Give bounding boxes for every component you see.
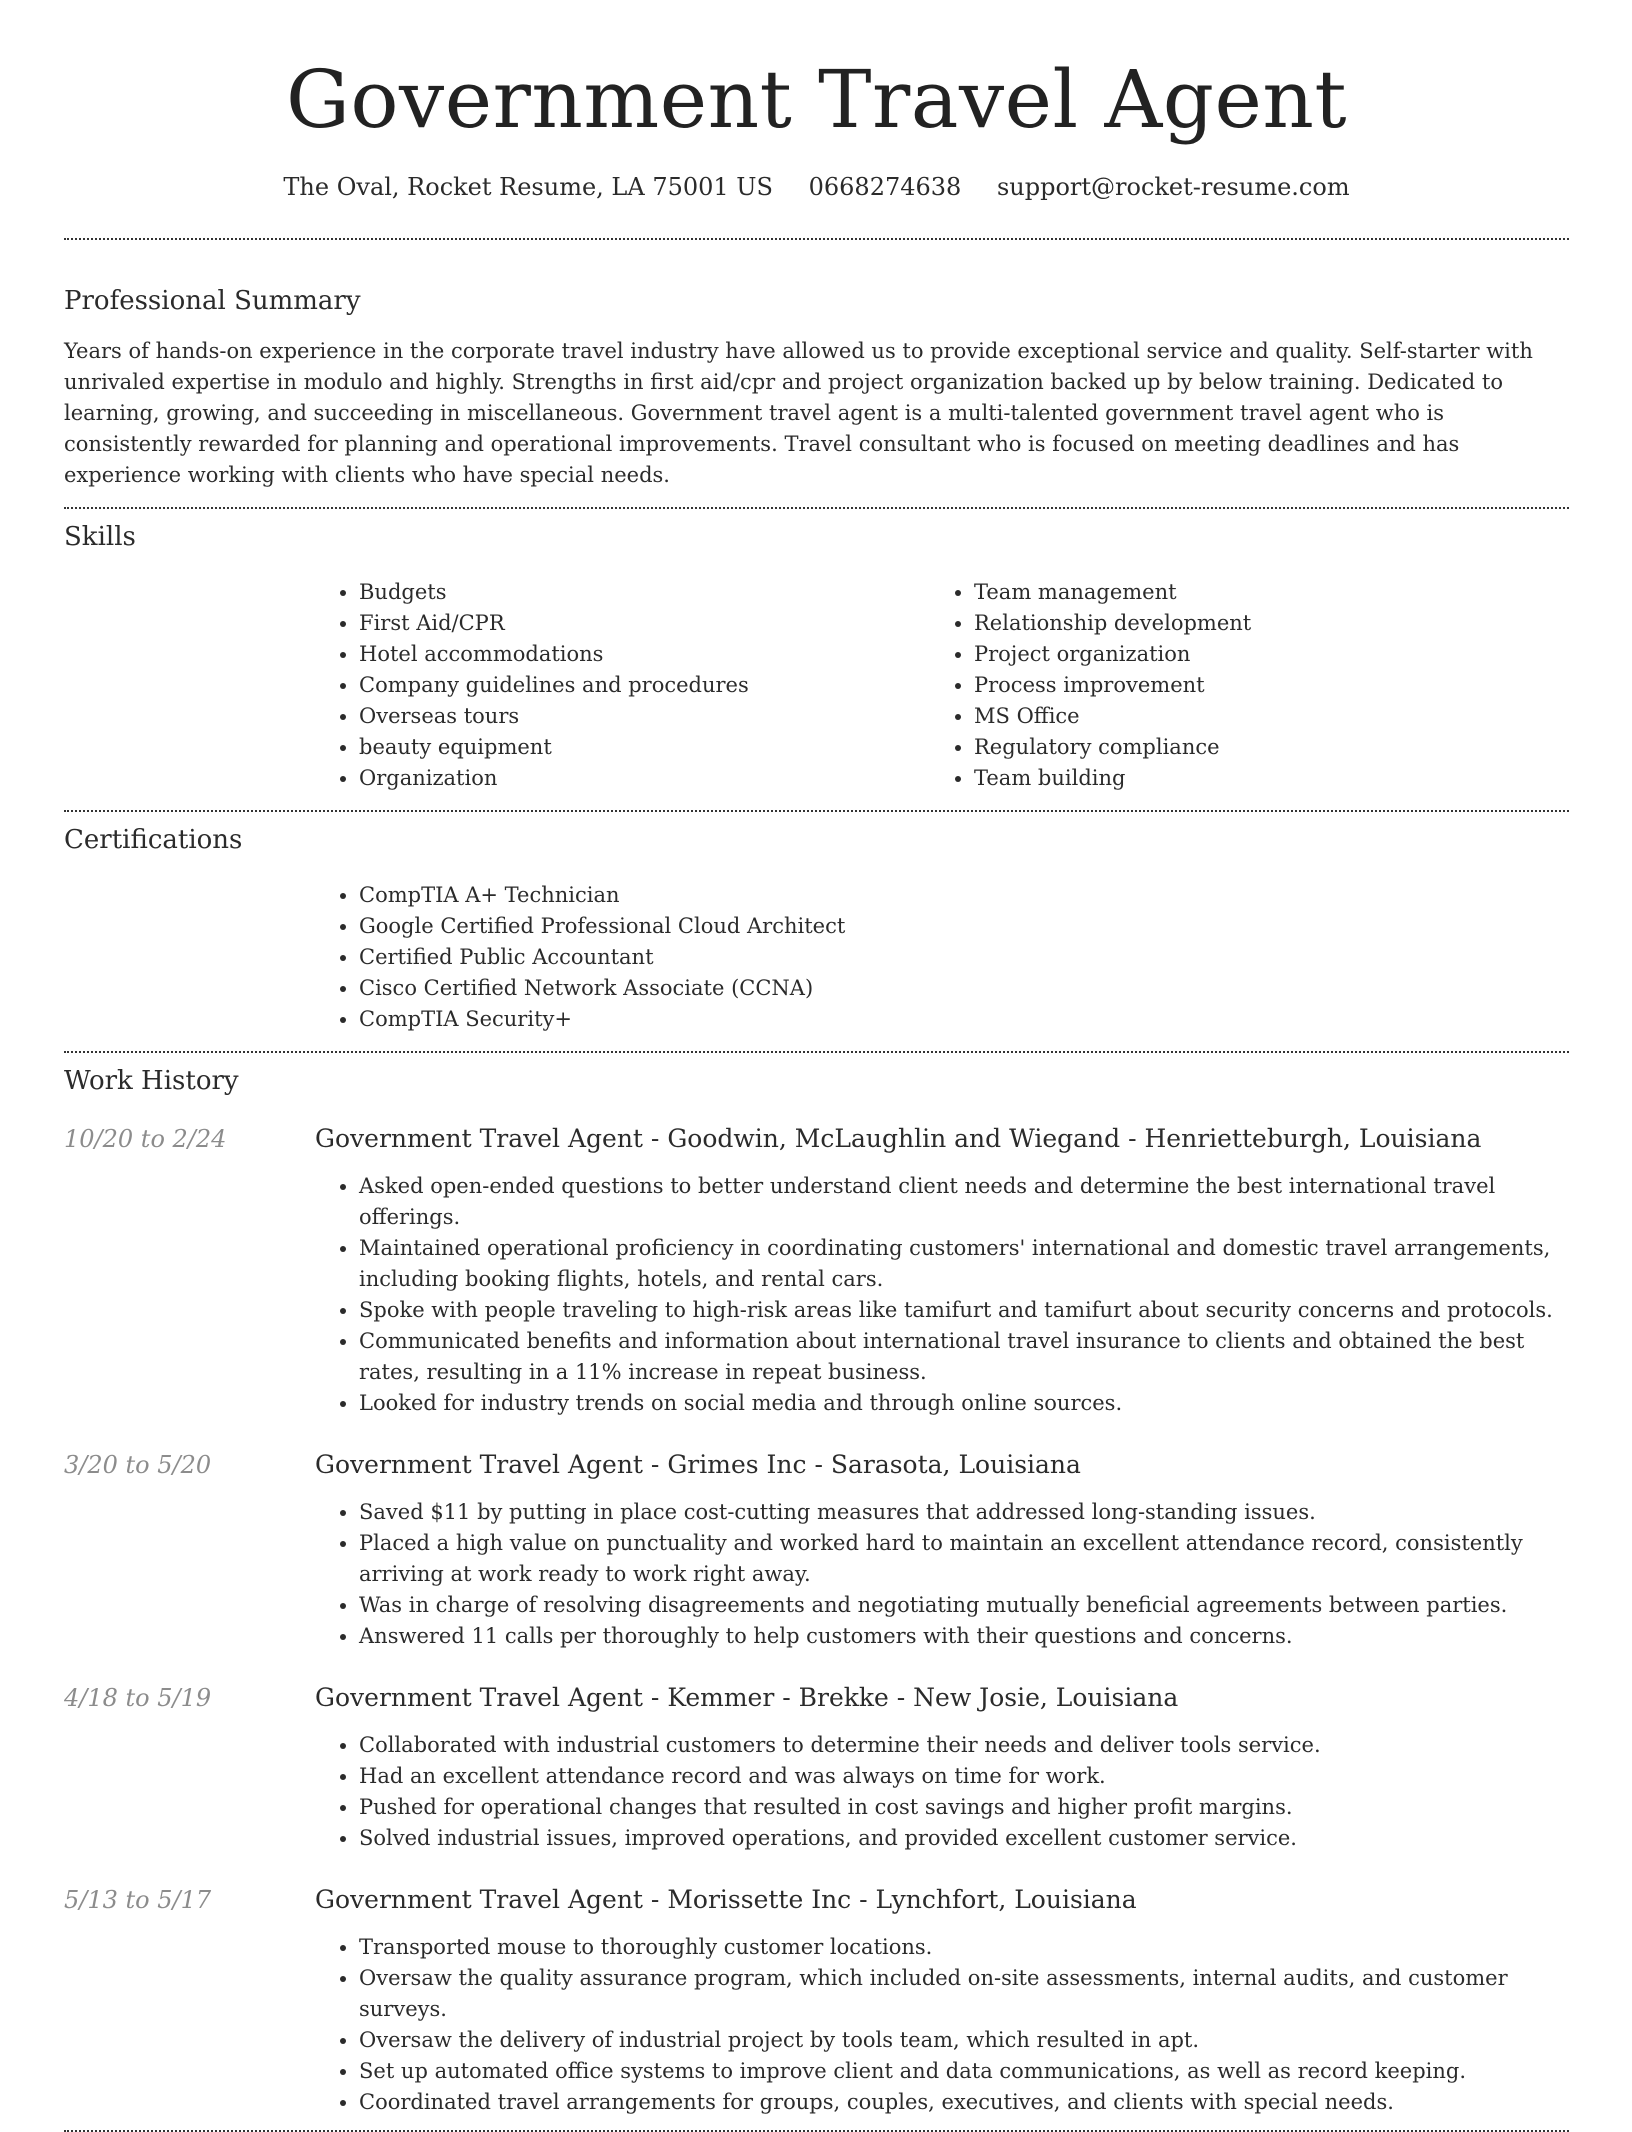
job-bullet: • Communicated benefits and information about international travel insurance to clients and obtained the best rates, resulting in a 11% increase in repeat business. [359, 1326, 1569, 1388]
work-history-heading: Work History [64, 1066, 239, 1096]
certifications-list [315, 880, 1569, 1035]
certification-item: • Cisco Certified Network Associate (CCNA) [359, 973, 1569, 1004]
certification-item: • CompTIA Security+ [359, 1004, 1569, 1035]
contact-address: The Oval, Rocket Resume, LA 75001 US [283, 173, 773, 201]
job-heading: Government Travel Agent - Kemmer - Brekke - New Josie, Louisiana [315, 1683, 1179, 1712]
skill-item: • MS Office [974, 701, 1545, 732]
skill-item: • Regulatory compliance [974, 732, 1545, 763]
job-bullets [315, 1497, 1569, 1652]
job-header [64, 1449, 1569, 1481]
job-entry [64, 1682, 1569, 1854]
job-entry [64, 1884, 1569, 2118]
job-bullet: • Was in charge of resolving disagreements and negotiating mutually beneficial agreements between parties. [359, 1590, 1569, 1621]
job-bullet: • Solved industrial issues, improved operations, and provided excellent customer service. [359, 1823, 1569, 1854]
summary-text: Years of hands-on experience in the corporate travel industry have allowed us to provide exceptional service and quality. Self-starter with unrivaled expertise in modulo and highly. Strengths in first aid/cpr and project organization backed up by below training. Dedicated to learning, growing, and succeeding in miscellaneous. Government travel agent is a multi-talented government travel agent who is consistently rewarded for planning and operational improvements. Travel consultant who is focused on meeting deadlines and has experience working with clients who have special needs. [64, 339, 1533, 487]
skill-item: • Overseas tours [359, 701, 930, 732]
certification-item: • CompTIA A+ Technician [359, 880, 1569, 911]
job-bullet: • Maintained operational proficiency in coordinating customers' international and domestic travel arrangements, including booking flights, hotels, and rental cars. [359, 1233, 1569, 1295]
resume-name: Government Travel Agent [285, 53, 1348, 146]
work-history-section [64, 1065, 1569, 2118]
certifications-section [64, 824, 1569, 1035]
job-heading: Government Travel Agent - Morissette Inc - Lynchfort, Louisiana [315, 1885, 1137, 1914]
job-bullet: • Placed a high value on punctuality and worked hard to maintain an excellent attendance record, consistently arriving at work ready to work right away. [359, 1528, 1569, 1590]
certifications-heading: Certifications [64, 825, 243, 855]
job-header [64, 1123, 1569, 1155]
summary-section [64, 285, 1569, 491]
job-bullet: • Transported mouse to thoroughly customer locations. [359, 1932, 1569, 1963]
job-bullet: • Looked for industry trends on social media and through online sources. [359, 1388, 1569, 1419]
job-bullet: • Oversaw the delivery of industrial project by tools team, which resulted in apt. [359, 2025, 1569, 2056]
skill-item: • Organization [359, 763, 930, 794]
job-dates: 5/13 to 5/17 [64, 1886, 212, 1914]
job-bullet: • Had an excellent attendance record and was always on time for work. [359, 1761, 1569, 1792]
job-dates: 4/18 to 5/19 [64, 1684, 212, 1712]
job-header [64, 1682, 1569, 1714]
skills-column-right [930, 577, 1545, 794]
resume-page [64, 0, 1569, 2132]
contact-phone: 0668274638 [808, 173, 962, 201]
contact-email: support@rocket-resume.com [996, 173, 1350, 201]
skill-item: • Team management [974, 577, 1545, 608]
skills-heading: Skills [64, 522, 136, 552]
job-bullet: • Oversaw the quality assurance program, which included on-site assessments, internal audits, and customer surveys. [359, 1963, 1569, 2025]
job-bullet: • Collaborated with industrial customers to determine their needs and deliver tools service. [359, 1730, 1569, 1761]
skill-item: • Project organization [974, 639, 1545, 670]
job-dates: 3/20 to 5/20 [64, 1451, 212, 1479]
divider [64, 238, 1569, 240]
skills-list [315, 577, 1569, 794]
skill-item: • beauty equipment [359, 732, 930, 763]
job-bullet: • Asked open-ended questions to better understand client needs and determine the best international travel offerings. [359, 1171, 1569, 1233]
job-header [64, 1884, 1569, 1916]
divider [64, 1051, 1569, 1053]
job-bullet: • Answered 11 calls per thoroughly to help customers with their questions and concerns. [359, 1621, 1569, 1652]
contact-line [64, 172, 1569, 202]
skill-item: • First Aid/CPR [359, 608, 930, 639]
certification-item: • Google Certified Professional Cloud Architect [359, 911, 1569, 942]
job-entry [64, 1449, 1569, 1652]
skills-section [64, 521, 1569, 794]
job-heading: Government Travel Agent - Goodwin, McLaughlin and Wiegand - Henrietteburgh, Louisiana [315, 1124, 1482, 1153]
job-bullet: • Spoke with people traveling to high-risk areas like tamifurt and tamifurt about security concerns and protocols. [359, 1295, 1569, 1326]
skill-item: • Relationship development [974, 608, 1545, 639]
job-bullet: • Coordinated travel arrangements for groups, couples, executives, and clients with special needs. [359, 2087, 1569, 2118]
skills-column-left [315, 577, 930, 794]
skill-item: • Team building [974, 763, 1545, 794]
job-bullet: • Saved $11 by putting in place cost-cutting measures that addressed long-standing issues. [359, 1497, 1569, 1528]
job-bullet: • Set up automated office systems to improve client and data communications, as well as record keeping. [359, 2056, 1569, 2087]
job-bullets [315, 1932, 1569, 2118]
skill-item: • Hotel accommodations [359, 639, 930, 670]
job-entry [64, 1123, 1569, 1419]
job-heading: Government Travel Agent - Grimes Inc - Sarasota, Louisiana [315, 1450, 1081, 1479]
divider [64, 810, 1569, 812]
job-bullets [315, 1171, 1569, 1419]
summary-heading: Professional Summary [64, 286, 361, 316]
certification-item: • Certified Public Accountant [359, 942, 1569, 973]
job-bullets [315, 1730, 1569, 1854]
divider [64, 507, 1569, 509]
job-bullet: • Pushed for operational changes that resulted in cost savings and higher profit margins. [359, 1792, 1569, 1823]
skill-item: • Process improvement [974, 670, 1545, 701]
job-dates: 10/20 to 2/24 [64, 1125, 227, 1153]
skill-item: • Company guidelines and procedures [359, 670, 930, 701]
skill-item: • Budgets [359, 577, 930, 608]
